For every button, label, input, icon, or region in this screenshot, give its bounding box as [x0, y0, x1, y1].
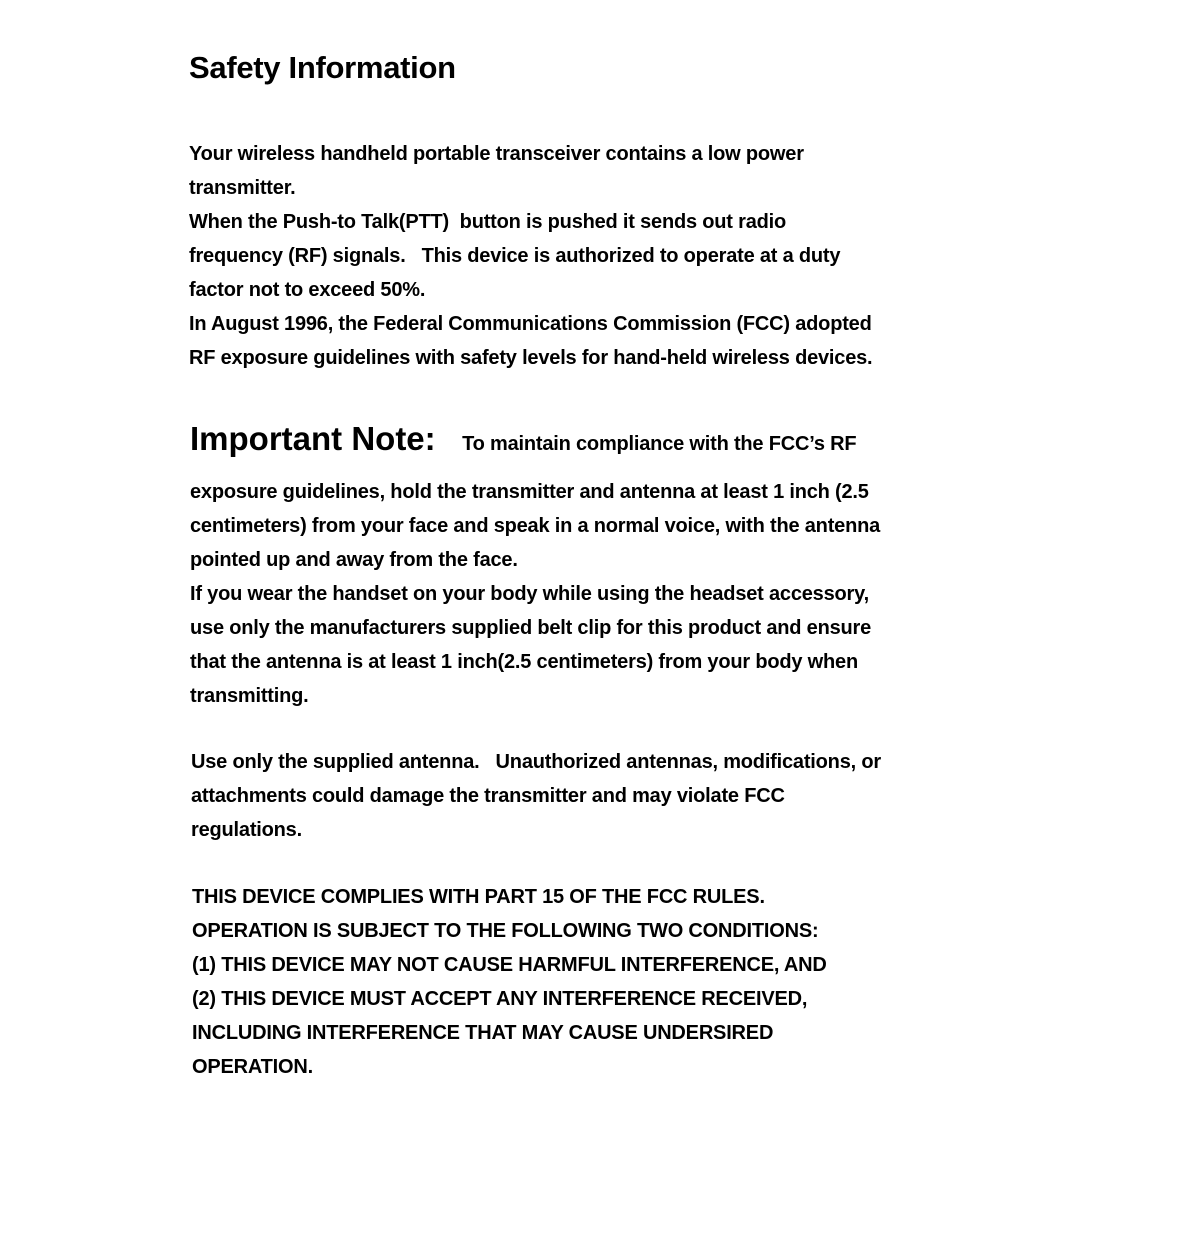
intro-line: transmitter.	[189, 177, 296, 199]
antenna-paragraph	[191, 745, 881, 847]
intro-line: When the Push-to Talk(PTT) button is pushed it sends out radio	[189, 211, 787, 233]
important-note-line: use only the manufacturers supplied belt clip for this product and ensure	[190, 617, 872, 639]
compliance-line: OPERATION.	[192, 1056, 313, 1078]
intro-line: frequency (RF) signals. This device is authorized to operate at a duty	[189, 245, 841, 267]
important-note-line: centimeters) from your face and speak in a normal voice, with the antenna	[190, 515, 881, 537]
important-note-line: transmitting.	[190, 685, 309, 707]
compliance-line: INCLUDING INTERFERENCE THAT MAY CAUSE UNDERSIRED	[192, 1022, 774, 1044]
compliance-line: (1) THIS DEVICE MAY NOT CAUSE HARMFUL INTERFERENCE, AND	[192, 954, 827, 976]
important-note-heading: Important Note:	[190, 420, 436, 457]
intro-line: factor not to exceed 50%.	[189, 279, 426, 301]
antenna-line: regulations.	[191, 819, 302, 841]
important-note-header	[190, 420, 856, 458]
important-note-paragraph	[190, 475, 880, 713]
important-note-line: pointed up and away from the face.	[190, 549, 518, 571]
compliance-line: THIS DEVICE COMPLIES WITH PART 15 OF THE FCC RULES.	[192, 886, 765, 908]
compliance-line: (2) THIS DEVICE MUST ACCEPT ANY INTERFERENCE RECEIVED,	[192, 988, 808, 1010]
compliance-line: OPERATION IS SUBJECT TO THE FOLLOWING TWO CONDITIONS:	[192, 920, 819, 942]
antenna-line: attachments could damage the transmitter and may violate FCC	[191, 785, 785, 807]
intro-line: RF exposure guidelines with safety levels for hand-held wireless devices.	[189, 347, 873, 369]
page-title: Safety Information	[189, 50, 456, 85]
intro-line: Your wireless handheld portable transceiver contains a low power	[189, 143, 804, 165]
important-note-line: that the antenna is at least 1 inch(2.5 centimeters) from your body when	[190, 651, 858, 673]
important-note-line: If you wear the handset on your body while using the headset accessory,	[190, 583, 869, 605]
antenna-line: Use only the supplied antenna. Unauthorized antennas, modifications, or	[191, 751, 881, 773]
fcc-compliance-paragraph	[192, 880, 827, 1084]
intro-paragraph	[189, 137, 872, 375]
important-note-line: exposure guidelines, hold the transmitter and antenna at least 1 inch (2.5	[190, 481, 869, 503]
intro-line: In August 1996, the Federal Communications Commission (FCC) adopted	[189, 313, 872, 335]
important-note-lead: To maintain compliance with the FCC’s RF	[462, 433, 857, 455]
